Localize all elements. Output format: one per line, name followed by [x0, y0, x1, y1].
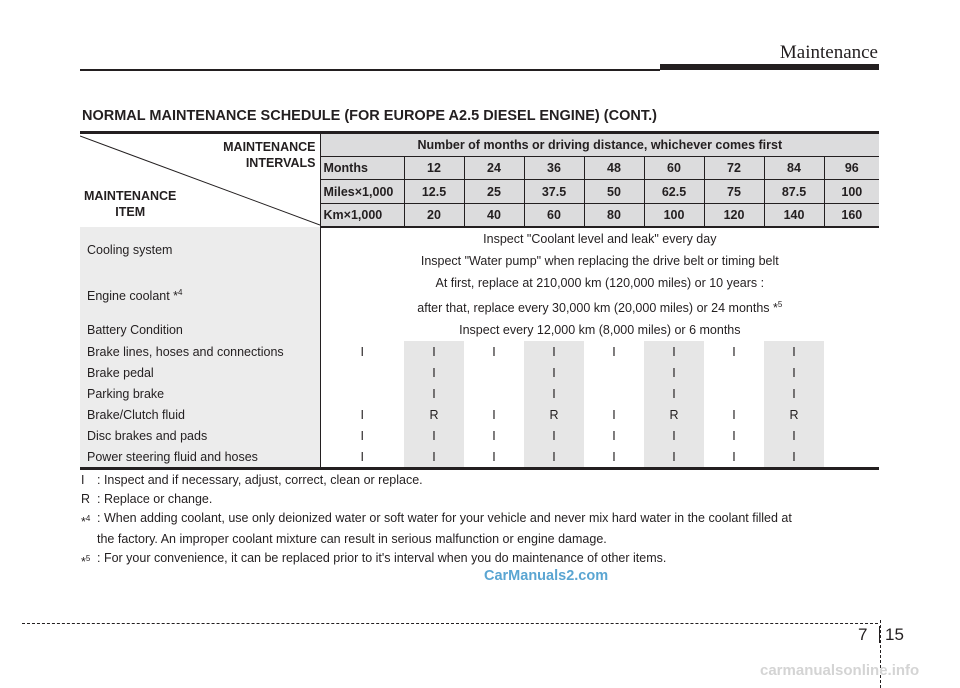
watermark: CarManuals2.com	[484, 568, 609, 584]
page-section-number: 7	[858, 625, 868, 644]
maintenance-row	[80, 341, 879, 362]
interval-value: 25	[464, 180, 524, 203]
maintenance-row	[80, 446, 879, 469]
maintenance-item: Engine coolant *$^4$	[80, 272, 320, 319]
interval-value: 80	[584, 203, 644, 227]
schedule-cell	[704, 383, 764, 404]
page-number-separator	[879, 626, 880, 643]
maintenance-row	[80, 319, 879, 341]
maintenance-item: Power steering fluid and hoses	[80, 446, 320, 469]
schedule-cell	[704, 362, 764, 383]
schedule-cell: I	[404, 362, 464, 383]
schedule-cell: I	[704, 341, 764, 362]
schedule-cell: I	[464, 425, 524, 446]
maintenance-item: Brake lines, hoses and connections	[80, 341, 320, 362]
interval-value: 160	[824, 203, 879, 227]
schedule-cell: I	[584, 446, 644, 469]
schedule-cell: I	[524, 341, 584, 362]
schedule-cell: I	[320, 446, 404, 469]
span-header: Number of months or driving distance, whichever comes first	[320, 133, 879, 157]
interval-row-label: Miles×1,000	[320, 180, 404, 203]
schedule-cell: I	[464, 446, 524, 469]
legend-inspect: I : Inspect and if necessary, adjust, correct, clean or replace.	[81, 473, 423, 487]
schedule-cell: I	[584, 404, 644, 425]
schedule-cell: I	[524, 383, 584, 404]
schedule-cell: I	[764, 341, 824, 362]
schedule-cell: I	[764, 425, 824, 446]
maintenance-item: Battery Condition	[80, 319, 320, 341]
interval-row-label: Km×1,000	[320, 203, 404, 227]
header-rule	[80, 69, 660, 71]
interval-value: 72	[704, 157, 764, 180]
interval-value: 50	[584, 180, 644, 203]
schedule-cell: I	[644, 425, 704, 446]
schedule-cell	[584, 362, 644, 383]
interval-value: 100	[644, 203, 704, 227]
page-number: 15	[885, 625, 904, 644]
schedule-cell	[320, 383, 404, 404]
footer-dashed-rule	[22, 623, 878, 624]
schedule-cell: I	[524, 362, 584, 383]
interval-value: 100	[824, 180, 879, 203]
schedule-cell: I	[704, 425, 764, 446]
schedule-cell: I	[404, 341, 464, 362]
schedule-cell: R	[764, 404, 824, 425]
schedule-cell: I	[404, 425, 464, 446]
interval-value: 120	[704, 203, 764, 227]
schedule-note: Inspect every 12,000 km (8,000 miles) or 6 months	[320, 319, 879, 341]
legend-note-4: *$^4$ : When adding coolant, use only deionized water or soft water for your vehicle and never mix hard water in the coolant filled at the factory. An improper coolant mixture can result in serious malfunction or engine damage.	[81, 511, 792, 546]
header-title: Maintenance	[779, 42, 878, 63]
corner-intervals-label: MAINTENANCE INTERVALS	[223, 140, 316, 170]
schedule-cell: I	[764, 362, 824, 383]
schedule-cell: I	[764, 446, 824, 469]
schedule-cell: I	[644, 383, 704, 404]
schedule-cell: I	[320, 341, 404, 362]
schedule-cell: I	[584, 425, 644, 446]
maintenance-table	[80, 131, 879, 470]
maintenance-item: Cooling system	[80, 227, 320, 272]
interval-value: 24	[464, 157, 524, 180]
maintenance-item: Disc brakes and pads	[80, 425, 320, 446]
maintenance-row	[80, 425, 879, 446]
interval-value: 75	[704, 180, 764, 203]
legend-replace: R : Replace or change.	[81, 492, 213, 506]
footer-site-watermark: carmanualsonline.info	[760, 662, 920, 679]
schedule-note: At first, replace at 210,000 km (120,000 miles) or 10 years : after that, replace every 30,000 km (20,000 miles) or 24 months *$^5$	[320, 272, 879, 319]
maintenance-row	[80, 272, 879, 319]
schedule-cell: I	[320, 404, 404, 425]
schedule-cell: R	[524, 404, 584, 425]
interval-value: 20	[404, 203, 464, 227]
schedule-cell: I	[524, 446, 584, 469]
interval-value: 62.5	[644, 180, 704, 203]
schedule-cell: I	[320, 425, 404, 446]
interval-value: 48	[584, 157, 644, 180]
schedule-cell	[584, 383, 644, 404]
schedule-cell	[320, 362, 404, 383]
header-rule-bold	[660, 64, 879, 70]
schedule-cell	[464, 383, 524, 404]
legend	[81, 472, 881, 573]
schedule-cell: I	[524, 425, 584, 446]
header-row-span	[80, 133, 879, 157]
interval-value: 140	[764, 203, 824, 227]
maintenance-item: Parking brake	[80, 383, 320, 404]
interval-value: 40	[464, 203, 524, 227]
corner-item-label: MAINTENANCE ITEM	[84, 189, 177, 219]
maintenance-row	[80, 404, 879, 425]
interval-value: 12	[404, 157, 464, 180]
table-corner	[80, 133, 320, 228]
interval-value: 12.5	[404, 180, 464, 203]
schedule-cell: I	[464, 404, 524, 425]
schedule-cell: I	[704, 446, 764, 469]
maintenance-item: Brake pedal	[80, 362, 320, 383]
schedule-cell: I	[704, 404, 764, 425]
schedule-cell: I	[584, 341, 644, 362]
maintenance-item: Brake/Clutch fluid	[80, 404, 320, 425]
interval-row-label: Months	[320, 157, 404, 180]
interval-value: 37.5	[524, 180, 584, 203]
interval-value: 60	[524, 203, 584, 227]
interval-value: 36	[524, 157, 584, 180]
schedule-cell: R	[644, 404, 704, 425]
schedule-cell: I	[644, 341, 704, 362]
maintenance-row	[80, 227, 879, 272]
interval-value: 60	[644, 157, 704, 180]
schedule-note: Inspect "Coolant level and leak" every day Inspect "Water pump" when replacing the drive belt or timing belt	[320, 227, 879, 272]
schedule-cell: I	[644, 362, 704, 383]
schedule-cell: I	[404, 446, 464, 469]
schedule-cell: I	[764, 383, 824, 404]
maintenance-row	[80, 362, 879, 383]
interval-value: 87.5	[764, 180, 824, 203]
interval-value: 96	[824, 157, 879, 180]
schedule-cell: I	[644, 446, 704, 469]
section-title: NORMAL MAINTENANCE SCHEDULE (FOR EUROPE A2.5 DIESEL ENGINE) (CONT.)	[82, 108, 657, 124]
schedule-cell: I	[464, 341, 524, 362]
interval-value: 84	[764, 157, 824, 180]
schedule-cell: I	[404, 383, 464, 404]
schedule-cell: R	[404, 404, 464, 425]
legend-note-5: *$^5$ : For your convenience, it can be replaced prior to it's interval when you do maintenance of other items.	[81, 551, 667, 569]
maintenance-row	[80, 383, 879, 404]
schedule-cell	[464, 362, 524, 383]
